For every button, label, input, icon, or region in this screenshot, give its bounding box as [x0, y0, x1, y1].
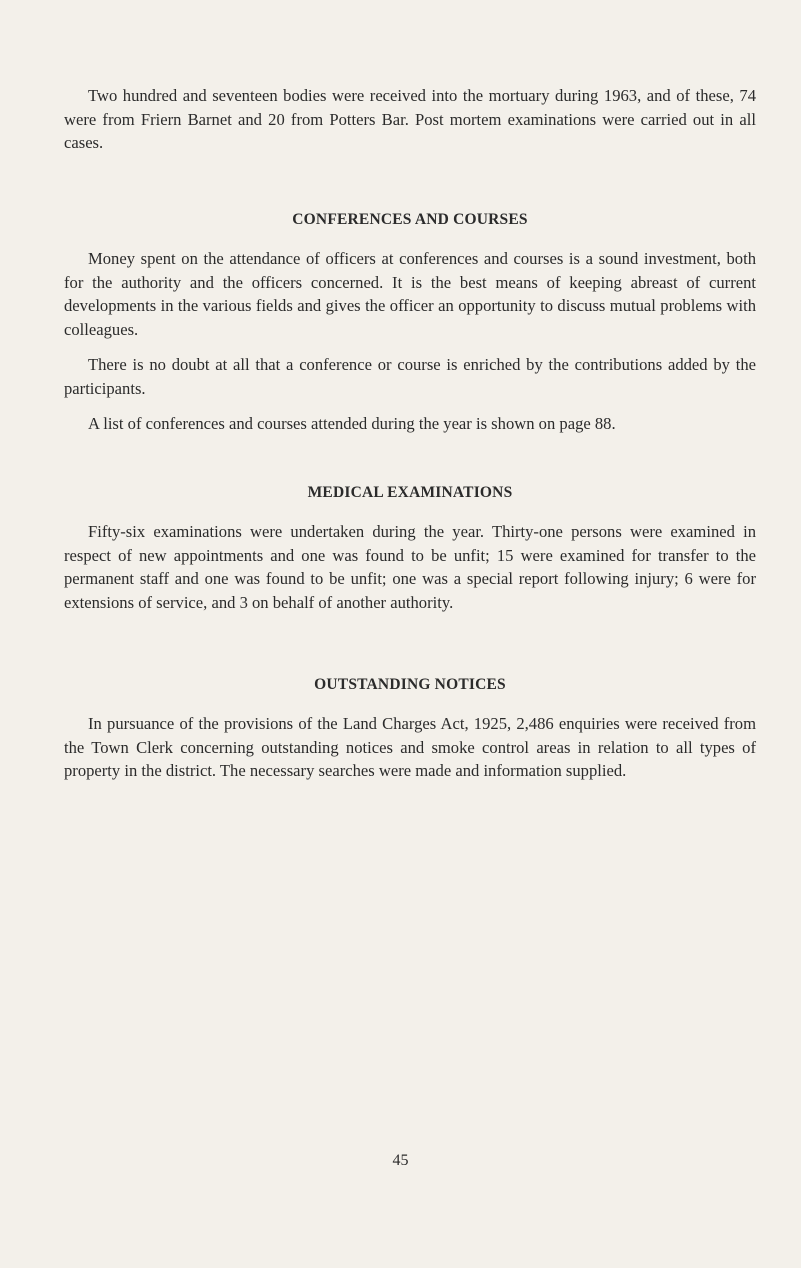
outstanding-notices-heading: OUTSTANDING NOTICES	[314, 676, 506, 693]
conferences-paragraph-2: There is no doubt at all that a conference or course is enriched by the contributions added by the participants.	[64, 355, 756, 398]
outstanding-notices-paragraph: In pursuance of the provisions of the Land Charges Act, 1925, 2,486 enquiries were received from the Town Clerk concerning outstanding notices and smoke control areas in relation to all types of property in the district. The necessary searches were made and information supplied.	[64, 714, 756, 780]
page-number: 45	[392, 1152, 409, 1169]
conferences-paragraph-1: Money spent on the attendance of officers at conferences and courses is a sound investment, both for the authority and the officers concerned. It is the best means of keeping abreast of current developments in the various fields and gives the officer an opportunity to discuss mutual problems with colleagues.	[64, 249, 756, 339]
mortuary-paragraph: Two hundred and seventeen bodies were received into the mortuary during 1963, and of these, 74 were from Friern Barnet and 20 from Potters Bar. Post mortem examinations were carried out in all cases.	[64, 86, 756, 152]
conferences-heading: CONFERENCES AND COURSES	[292, 211, 528, 228]
medical-examinations-paragraph: Fifty-six examinations were undertaken during the year. Thirty-one persons were examined in respect of new appointments and one was found to be unfit; 15 were examined for transfer to the permanent staff and one was found to be unfit; one was a special report following injury; 6 were for extensions of service, and 3 on behalf of another authority.	[64, 522, 756, 612]
medical-examinations-heading: MEDICAL EXAMINATIONS	[307, 484, 513, 501]
conferences-paragraph-3: A list of conferences and courses attended during the year is shown on page 88.	[88, 414, 616, 433]
